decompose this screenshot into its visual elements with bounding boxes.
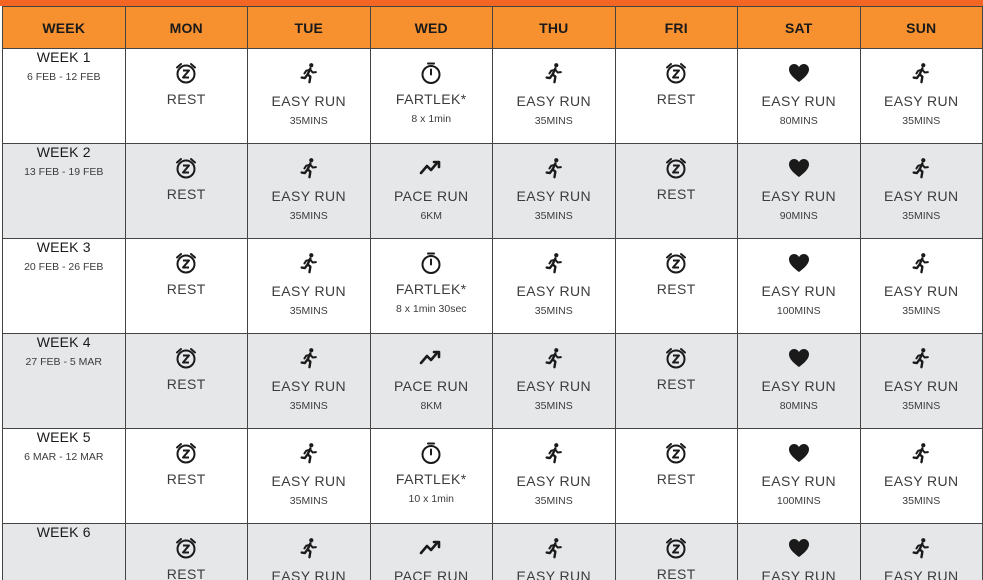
- runner-icon: [493, 251, 615, 275]
- alarm-clock-z-icon: [616, 61, 738, 85]
- week-title: WEEK 5: [36, 429, 91, 445]
- activity-detail: 35MINS: [902, 400, 941, 412]
- activity-detail: 35MINS: [289, 115, 328, 127]
- week-cell: [3, 524, 126, 580]
- day-cell: [370, 524, 493, 580]
- runner-icon: [248, 251, 370, 275]
- header-row: [3, 7, 983, 49]
- week-cell: [3, 144, 126, 239]
- day-cell: [615, 334, 738, 429]
- day-cell: [493, 334, 616, 429]
- heart-icon: [738, 441, 860, 465]
- activity-detail: 10 x 1min: [408, 493, 455, 505]
- activity-detail: 8 x 1min 30sec: [395, 303, 467, 315]
- activity-label: REST: [166, 471, 206, 487]
- activity-detail: 80MINS: [779, 400, 818, 412]
- stopwatch-icon: [371, 251, 493, 275]
- week-dates: 6 FEB - 12 FEB: [26, 71, 101, 83]
- activity-label: EASY RUN: [761, 473, 837, 489]
- week-dates: 13 FEB - 19 FEB: [24, 166, 104, 178]
- activity-label: FARTLEK*: [395, 91, 467, 107]
- day-cell: [615, 239, 738, 334]
- activity-label: REST: [656, 566, 696, 580]
- week-title: WEEK 3: [36, 239, 91, 255]
- trend-line-icon: [371, 346, 493, 370]
- activity-detail: 35MINS: [902, 495, 941, 507]
- activity-label: PACE RUN: [393, 378, 469, 394]
- runner-icon: [493, 61, 615, 85]
- activity-label: EASY RUN: [883, 568, 959, 580]
- day-cell: [248, 334, 371, 429]
- day-cell: [125, 334, 248, 429]
- activity-detail: 35MINS: [534, 400, 573, 412]
- activity-detail: 6KM: [420, 210, 443, 222]
- activity-label: REST: [166, 91, 206, 107]
- activity-detail: 35MINS: [902, 305, 941, 317]
- header-day: WED: [370, 7, 493, 49]
- table-row: [3, 49, 983, 144]
- activity-label: EASY RUN: [883, 378, 959, 394]
- stopwatch-icon: [371, 441, 493, 465]
- alarm-clock-z-icon: [616, 441, 738, 465]
- activity-label: PACE RUN: [393, 568, 469, 580]
- alarm-clock-z-icon: [126, 251, 248, 275]
- trend-line-icon: [371, 156, 493, 180]
- week-title: WEEK 2: [36, 144, 91, 160]
- activity-label: EASY RUN: [516, 93, 592, 109]
- activity-label: EASY RUN: [516, 473, 592, 489]
- day-cell: [615, 429, 738, 524]
- day-cell: [860, 49, 983, 144]
- activity-label: EASY RUN: [271, 283, 347, 299]
- activity-label: EASY RUN: [883, 188, 959, 204]
- day-cell: [860, 144, 983, 239]
- alarm-clock-z-icon: [616, 346, 738, 370]
- activity-label: EASY RUN: [883, 283, 959, 299]
- heart-icon: [738, 346, 860, 370]
- activity-detail: 35MINS: [289, 305, 328, 317]
- activity-detail: 35MINS: [289, 495, 328, 507]
- day-cell: [738, 429, 861, 524]
- header-day: MON: [125, 7, 248, 49]
- alarm-clock-z-icon: [126, 441, 248, 465]
- day-cell: [248, 524, 371, 580]
- day-cell: [125, 144, 248, 239]
- day-cell: [493, 524, 616, 580]
- activity-label: FARTLEK*: [395, 471, 467, 487]
- runner-icon: [248, 346, 370, 370]
- activity-detail: 35MINS: [289, 400, 328, 412]
- header-day: THU: [493, 7, 616, 49]
- week-dates: 20 FEB - 26 FEB: [24, 261, 104, 273]
- activity-label: EASY RUN: [271, 473, 347, 489]
- alarm-clock-z-icon: [126, 346, 248, 370]
- runner-icon: [248, 536, 370, 560]
- week-cell: [3, 429, 126, 524]
- activity-label: EASY RUN: [271, 568, 347, 580]
- activity-detail: 35MINS: [534, 210, 573, 222]
- week-title: WEEK 1: [36, 49, 91, 65]
- header-day: FRI: [615, 7, 738, 49]
- activity-label: EASY RUN: [883, 473, 959, 489]
- activity-label: REST: [166, 186, 206, 202]
- activity-label: EASY RUN: [761, 378, 837, 394]
- runner-icon: [861, 61, 983, 85]
- week-dates: 27 FEB - 5 MAR: [25, 356, 102, 368]
- day-cell: [125, 429, 248, 524]
- day-cell: [370, 334, 493, 429]
- header-week: WEEK: [3, 7, 126, 49]
- day-cell: [125, 524, 248, 580]
- activity-label: REST: [656, 91, 696, 107]
- activity-label: EASY RUN: [761, 93, 837, 109]
- week-cell: [3, 239, 126, 334]
- alarm-clock-z-icon: [616, 536, 738, 560]
- day-cell: [860, 524, 983, 580]
- activity-detail: 100MINS: [776, 305, 821, 317]
- alarm-clock-z-icon: [126, 536, 248, 560]
- table-row: [3, 334, 983, 429]
- day-cell: [860, 239, 983, 334]
- table-row: [3, 524, 983, 580]
- alarm-clock-z-icon: [616, 156, 738, 180]
- header-day: SAT: [738, 7, 861, 49]
- activity-label: REST: [656, 376, 696, 392]
- runner-icon: [861, 346, 983, 370]
- week-dates: 6 MAR - 12 MAR: [24, 451, 104, 463]
- runner-icon: [248, 61, 370, 85]
- day-cell: [738, 334, 861, 429]
- activity-label: REST: [656, 281, 696, 297]
- activity-label: EASY RUN: [271, 378, 347, 394]
- table-row: [3, 144, 983, 239]
- activity-detail: 35MINS: [902, 210, 941, 222]
- activity-detail: 8 x 1min: [411, 113, 452, 125]
- day-cell: [615, 144, 738, 239]
- runner-icon: [248, 156, 370, 180]
- activity-label: EASY RUN: [271, 188, 347, 204]
- heart-icon: [738, 61, 860, 85]
- week-cell: [3, 334, 126, 429]
- activity-detail: 35MINS: [902, 115, 941, 127]
- activity-label: EASY RUN: [761, 283, 837, 299]
- day-cell: [248, 144, 371, 239]
- activity-label: REST: [166, 566, 206, 580]
- day-cell: [615, 49, 738, 144]
- activity-detail: 35MINS: [534, 115, 573, 127]
- runner-icon: [861, 536, 983, 560]
- day-cell: [860, 334, 983, 429]
- activity-label: EASY RUN: [516, 188, 592, 204]
- day-cell: [125, 49, 248, 144]
- runner-icon: [493, 536, 615, 560]
- day-cell: [248, 49, 371, 144]
- activity-label: EASY RUN: [516, 568, 592, 580]
- activity-label: EASY RUN: [761, 188, 837, 204]
- heart-icon: [738, 251, 860, 275]
- activity-label: REST: [656, 186, 696, 202]
- activity-label: EASY RUN: [271, 93, 347, 109]
- activity-detail: 90MINS: [779, 210, 818, 222]
- day-cell: [738, 524, 861, 580]
- day-cell: [738, 144, 861, 239]
- training-schedule-table: [2, 6, 983, 580]
- activity-detail: 80MINS: [779, 115, 818, 127]
- alarm-clock-z-icon: [616, 251, 738, 275]
- day-cell: [248, 429, 371, 524]
- activity-detail: 35MINS: [534, 305, 573, 317]
- activity-detail: 35MINS: [289, 210, 328, 222]
- week-title: WEEK 4: [36, 334, 91, 350]
- runner-icon: [861, 156, 983, 180]
- activity-detail: 35MINS: [534, 495, 573, 507]
- week-title: WEEK 6: [36, 524, 91, 540]
- day-cell: [370, 239, 493, 334]
- day-cell: [860, 429, 983, 524]
- activity-detail: 100MINS: [776, 495, 821, 507]
- table-row: [3, 429, 983, 524]
- activity-label: PACE RUN: [393, 188, 469, 204]
- activity-detail: 8KM: [420, 400, 443, 412]
- day-cell: [125, 239, 248, 334]
- runner-icon: [861, 251, 983, 275]
- activity-label: FARTLEK*: [395, 281, 467, 297]
- day-cell: [370, 144, 493, 239]
- runner-icon: [493, 441, 615, 465]
- stopwatch-icon: [371, 61, 493, 85]
- day-cell: [738, 239, 861, 334]
- week-cell: [3, 49, 126, 144]
- runner-icon: [861, 441, 983, 465]
- trend-line-icon: [371, 536, 493, 560]
- activity-label: EASY RUN: [883, 93, 959, 109]
- heart-icon: [738, 536, 860, 560]
- activity-label: REST: [656, 471, 696, 487]
- day-cell: [493, 49, 616, 144]
- activity-label: REST: [166, 376, 206, 392]
- header-day: SUN: [860, 7, 983, 49]
- table-row: [3, 239, 983, 334]
- activity-label: EASY RUN: [516, 378, 592, 394]
- activity-label: EASY RUN: [516, 283, 592, 299]
- alarm-clock-z-icon: [126, 156, 248, 180]
- day-cell: [493, 239, 616, 334]
- day-cell: [738, 49, 861, 144]
- activity-label: EASY RUN: [761, 568, 837, 580]
- day-cell: [493, 144, 616, 239]
- day-cell: [493, 429, 616, 524]
- alarm-clock-z-icon: [126, 61, 248, 85]
- runner-icon: [493, 156, 615, 180]
- runner-icon: [248, 441, 370, 465]
- day-cell: [248, 239, 371, 334]
- header-day: TUE: [248, 7, 371, 49]
- day-cell: [370, 429, 493, 524]
- day-cell: [615, 524, 738, 580]
- heart-icon: [738, 156, 860, 180]
- runner-icon: [493, 346, 615, 370]
- day-cell: [370, 49, 493, 144]
- activity-label: REST: [166, 281, 206, 297]
